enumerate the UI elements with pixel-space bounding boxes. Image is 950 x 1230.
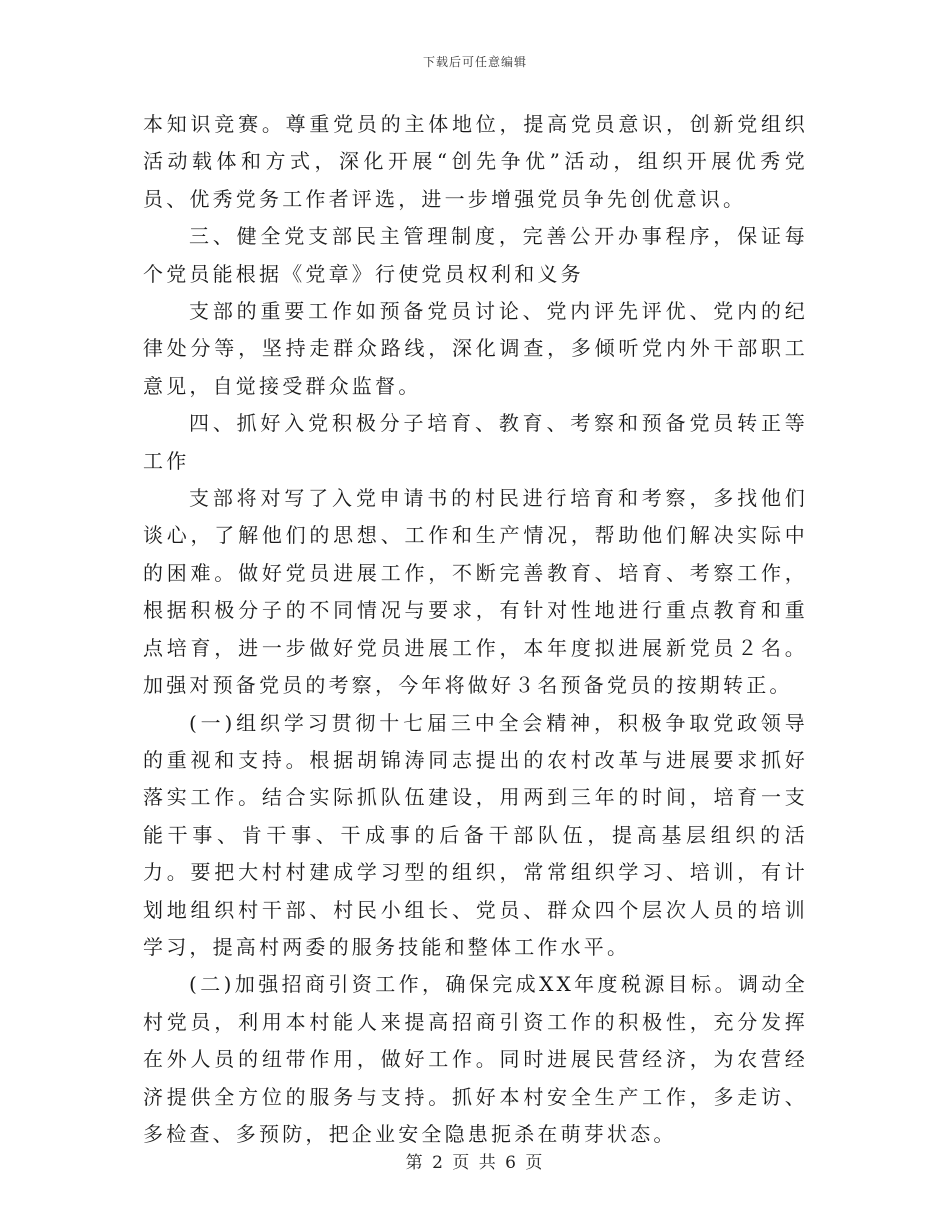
section-heading-4: 四、抓好入党积极分子培育、教育、考察和预备党员转正等工作: [143, 411, 808, 473]
paragraph-6: (一)组织学习贯彻十七届三中全会精神，积极争取党政领导的重视和支持。根据胡锦涛同志提出的农村改革与进展要求抓好落实工作。结合实际抓队伍建设，用两到三年的时间，培育一支能干事、肯干事、干成事的后备干部队伍，提高基层组织的活力。要把大村村建成学习型的组织，常常组织学习、培训，有计划地组织村干部、村民小组长、党员、群众四个层次人员的培训学习，提高村两委的服务技能和整体工作水平。: [143, 710, 808, 959]
footer-suffix: 页: [525, 1153, 545, 1173]
current-page-number: 2: [432, 1153, 445, 1173]
section-heading-3: 三、健全党支部民主管理制度，完善公开办事程序，保证每个党员能根据《党章》行使党员权利和义务: [143, 224, 808, 286]
paragraph-1: 本知识竞赛。尊重党员的主体地位，提高党员意识，创新党组织活动载体和方式，深化开展“创先争优”活动，组织开展优秀党员、优秀党务工作者评选，进一步增强党员争先创优意识。: [143, 112, 808, 211]
footer-middle: 页 共: [452, 1153, 498, 1173]
total-page-count: 6: [505, 1153, 518, 1173]
page-footer: [0, 1148, 950, 1173]
paragraph-3: 支部的重要工作如预备党员讨论、党内评先评优、党内的纪律处分等，坚持走群众路线，深化调查，多倾听党内外干部职工意见，自觉接受群众监督。: [143, 299, 808, 398]
paragraph-7: (二)加强招商引资工作，确保完成XX年度税源目标。调动全村党员，利用本村能人来提高招商引资工作的积极性，充分发挥在外人员的纽带作用，做好工作。同时进展民营经济，为农营经济提供全方位的服务与支持。抓好本村安全生产工作，多走访、多检查、多预防，把企业安全隐患扼杀在萌芽状态。: [143, 972, 808, 1146]
header-note: 下载后可任意编辑: [422, 55, 527, 69]
footer-prefix: 第: [405, 1153, 425, 1173]
paragraph-5: 支部将对写了入党申请书的村民进行培育和考察，多找他们谈心，了解他们的思想、工作和生产情况，帮助他们解决实际中的困难。做好党员进展工作，不断完善教育、培育、考察工作，根据积极分子的不同情况与要求，有针对性地进行重点教育和重点培育，进一步做好党员进展工作，本年度拟进展新党员２名。加强对预备党员的考察，今年将做好３名预备党员的按期转正。: [143, 486, 808, 698]
document-body: [143, 106, 808, 1153]
